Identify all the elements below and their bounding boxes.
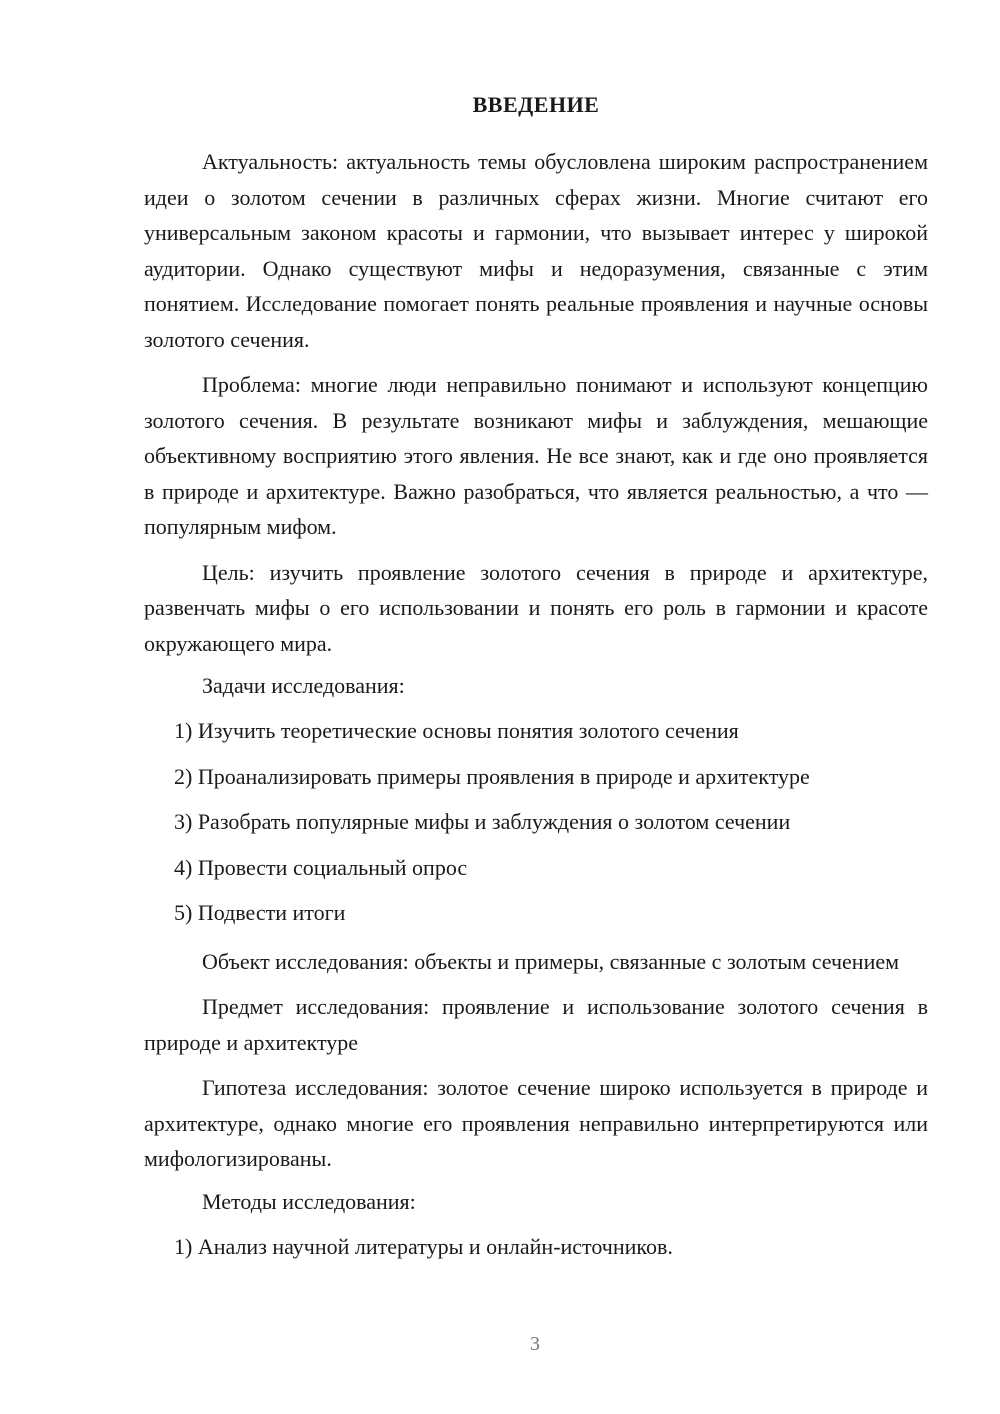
list-item: 4) Провести социальный опрос [174,854,468,880]
paragraph-hypothesis: Гипотеза исследования: золотое сечение широко используется в природе и архитектуре, однако многие его проявления неправильно интерпретируются или мифологизированы. [144,1075,928,1171]
list-item: 2) Проанализировать примеры проявления в природе и архитектуре [174,763,810,789]
paragraph-problem: Проблема: многие люди неправильно понимают и используют концепцию золотого сечения. В результате возникают мифы и заблуждения, мешающие объективному восприятию этого явления. Не все знают, как и где оно проявляется в природе и архитектуре. Важно разобраться, что является реальностью, а что — популярным мифом. [144,372,928,539]
document-page [144,90,928,1277]
list-item: 5) Подвести итоги [174,900,346,925]
page-number: 3 [530,1333,540,1355]
paragraph-subject: Предмет исследования: проявление и использование золотого сечения в природе и архитектуре [144,994,928,1055]
list-item: 3) Разобрать популярные мифы и заблуждения о золотом сечении [174,809,791,834]
paragraph-relevance: Актуальность: актуальность темы обусловлена широким распространением идеи о золотом сечении в различных сферах жизни. Многие считают его универсальным законом красоты и гармонии, что вызывает интерес у широкой аудитории. Однако существуют мифы и недоразумения, связанные с этим понятием. Исследование помогает понять реальные проявления и научные основы золотого сечения. [144,149,928,352]
page-title: ВВЕДЕНИЕ [472,92,600,117]
list-item: 1) Анализ научной литературы и онлайн-источников. [174,1233,673,1259]
tasks-list [144,716,928,928]
paragraph-object: Объект исследования: объекты и примеры, связанные с золотым сечением [202,948,900,974]
paragraph-goal: Цель: изучить проявление золотого сечения в природе и архитектуре, развенчать мифы о его использовании и понять его роль в гармонии и красоте окружающего мира. [144,559,928,656]
list-item: 1) Изучить теоретические основы понятия золотого сечения [174,718,739,743]
methods-list [144,1232,928,1262]
tasks-heading: Задачи исследования: [202,673,405,698]
methods-heading: Методы исследования: [202,1188,416,1214]
